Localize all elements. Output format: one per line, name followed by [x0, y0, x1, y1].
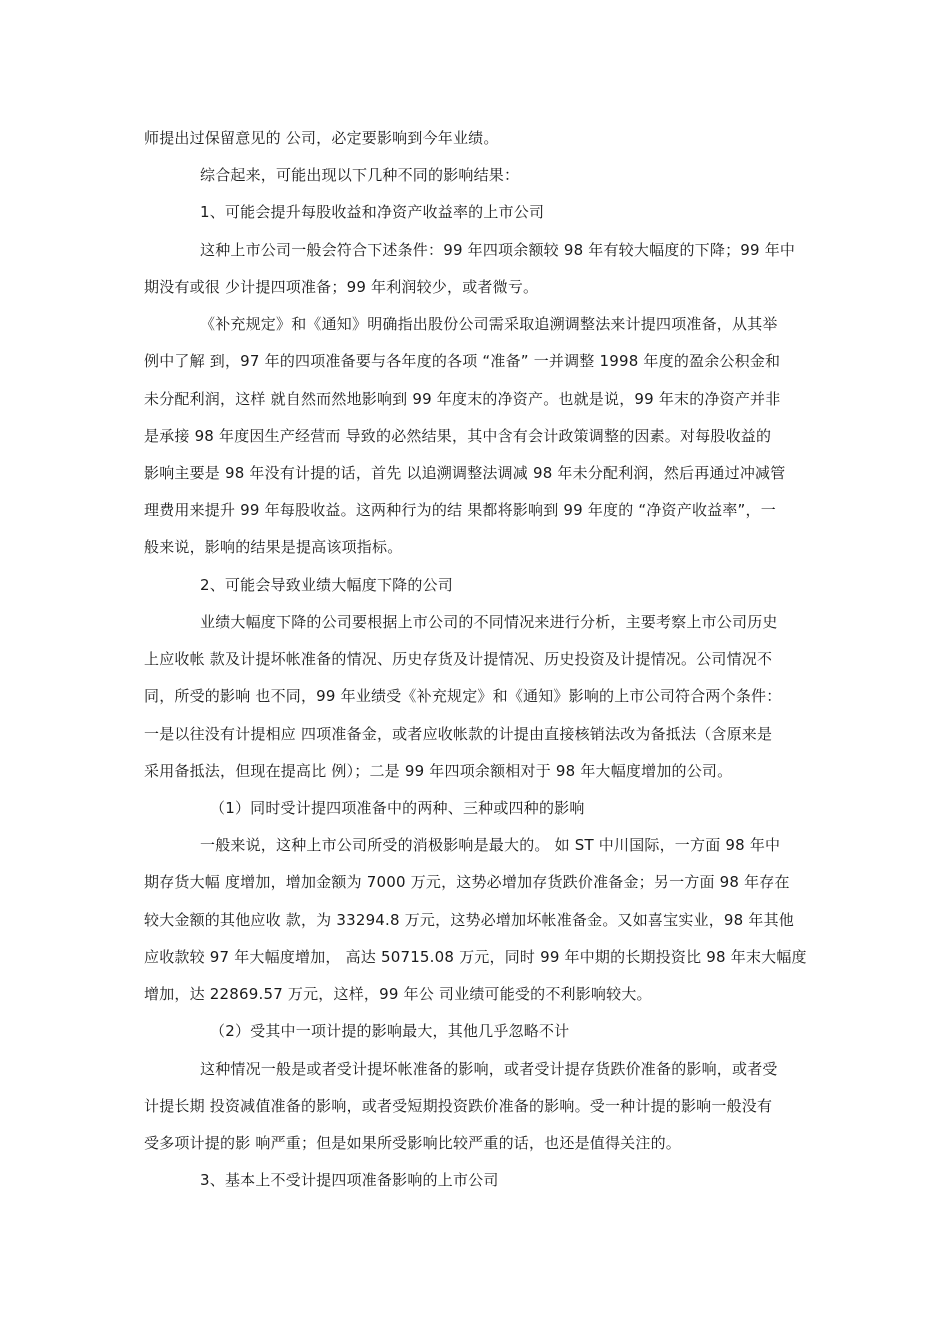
- paragraph-line: 这种情况一般是或者受计提坏帐准备的影响，或者受计提存货跌价准备的影响，或者受: [200, 1060, 778, 1078]
- paragraph-line: 增加，达 22869.57 万元，这样，99 年公 司业绩可能受的不利影响较大。: [144, 985, 652, 1003]
- paragraph-line: 受多项计提的影 响严重；但是如果所受影响比较严重的话，也还是值得关注的。: [144, 1134, 681, 1152]
- paragraph-line: 师提出过保留意见的 公司，必定要影响到今年业绩。: [144, 129, 499, 147]
- paragraph-line: 期没有或很 少计提四项准备；99 年利润较少，或者微亏。: [144, 278, 539, 296]
- subsection-heading-1: （1）同时受计提四项准备中的两种、三种或四种的影响: [210, 799, 585, 817]
- subsection-heading-2: （2）受其中一项计提的影响最大，其他几乎忽略不计: [210, 1022, 570, 1040]
- paragraph-line: 上应收帐 款及计提坏帐准备的情况、历史存货及计提情况、历史投资及计提情况。公司情况不: [144, 650, 773, 668]
- section-heading-1: 1、可能会提升每股收益和净资产收益率的上市公司: [200, 203, 545, 221]
- paragraph-line: 计提长期 投资减值准备的影响，或者受短期投资跌价准备的影响。受一种计提的影响一般没有: [144, 1097, 773, 1115]
- paragraph-line: 例中了解 到，97 年的四项准备要与各年度的各项 “准备” 一并调整 1998 年度的盈余公积金和: [144, 352, 781, 370]
- paragraph-line: 是承接 98 年度因生产经营而 导致的必然结果，其中含有会计政策调整的因素。对每股收益的: [144, 427, 772, 445]
- paragraph-line: 采用备抵法，但现在提高比 例）；二是 99 年四项余额相对于 98 年大幅度增加的公司。: [144, 762, 733, 780]
- section-heading-3: 3、基本上不受计提四项准备影响的上市公司: [200, 1171, 499, 1189]
- section-heading-2: 2、可能会导致业绩大幅度下降的公司: [200, 576, 453, 594]
- paragraph-line: 《补充规定》和《通知》明确指出股份公司需采取追溯调整法来计提四项准备，从其举: [200, 315, 778, 333]
- paragraph-line: 业绩大幅度下降的公司要根据上市公司的不同情况来进行分析，主要考察上市公司历史: [200, 613, 778, 631]
- paragraph-line: 影响主要是 98 年没有计提的话，首先 以追溯调整法调减 98 年未分配利润，然后再通过冲减管: [144, 464, 786, 482]
- paragraph-line: 综合起来，可能出现以下几种不同的影响结果：: [200, 166, 520, 184]
- paragraph-line: 理费用来提升 99 年每股收益。这两种行为的结 果都将影响到 99 年度的 “净资产收益率”，一: [144, 501, 776, 519]
- paragraph-line: 较大金额的其他应收 款，为 33294.8 万元，这势必增加坏帐准备金。又如喜宝实业，98 年其他: [144, 911, 794, 929]
- paragraph-line: 应收款较 97 年大幅度增加， 高达 50715.08 万元，同时 99 年中期的长期投资比 98 年末大幅度: [144, 948, 807, 966]
- paragraph-line: 一是以往没有计提相应 四项准备金，或者应收帐款的计提由直接核销法改为备抵法（含原来是: [144, 725, 773, 743]
- paragraph-line: 这种上市公司一般会符合下述条件：99 年四项余额较 98 年有较大幅度的下降；99 年中: [200, 241, 796, 259]
- paragraph-line: 同，所受的影响 也不同，99 年业绩受《补充规定》和《通知》影响的上市公司符合两个条件：: [144, 687, 782, 705]
- paragraph-line: 期存货大幅 度增加，增加金额为 7000 万元，这势必增加存货跌价准备金；另一方面 98 年存在: [144, 873, 790, 891]
- paragraph-line: 一般来说，这种上市公司所受的消极影响是最大的。 如 ST 中川国际，一方面 98 年中: [200, 836, 781, 854]
- paragraph-line: 般来说，影响的结果是提高该项指标。: [144, 538, 403, 556]
- paragraph-line: 未分配利润，这样 就自然而然地影响到 99 年度末的净资产。也就是说，99 年末的净资产并非: [144, 390, 781, 408]
